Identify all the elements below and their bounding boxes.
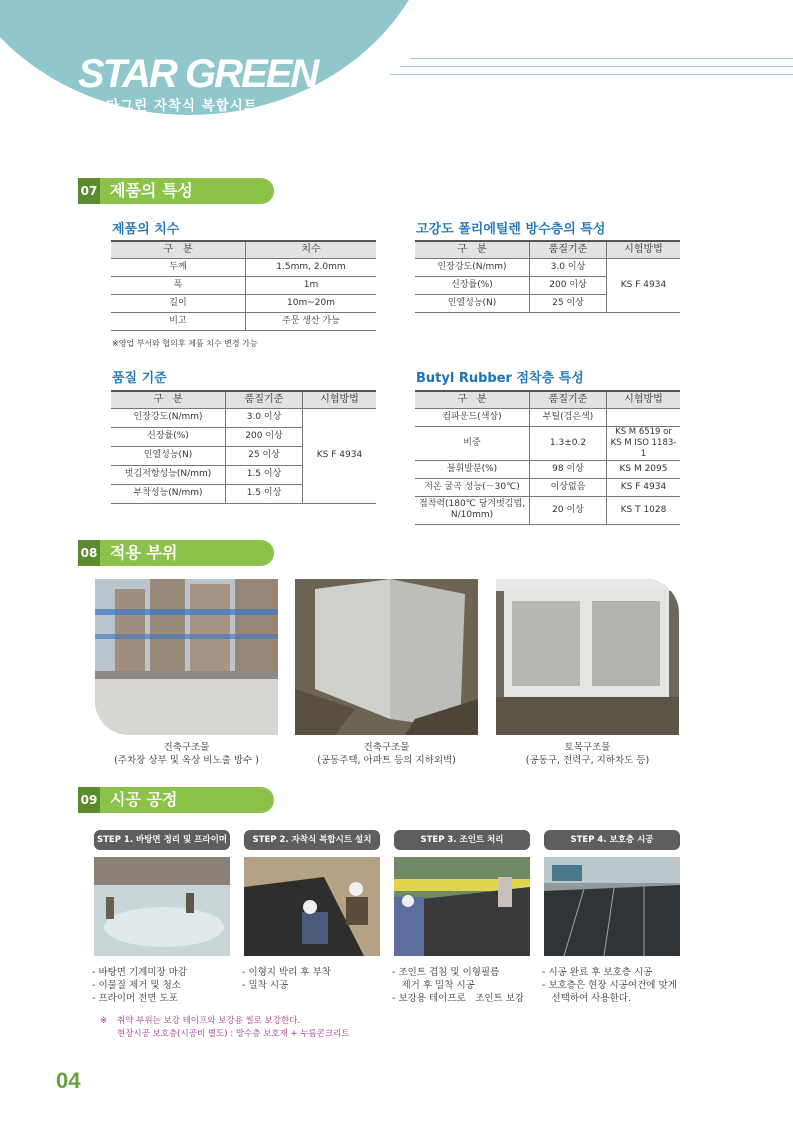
butyl-table xyxy=(415,390,680,525)
table-cell: 주문 생산 가능 xyxy=(246,312,377,330)
note-mark: ※ xyxy=(100,1016,108,1026)
table-cell: 부틸(검은색) xyxy=(530,408,607,426)
table-cell: 1.5mm, 2.0mm xyxy=(246,258,377,276)
step-3-list xyxy=(392,966,524,1005)
list-item: 선택하여 사용한다. xyxy=(542,993,631,1004)
table-cell: 신장률(%) xyxy=(415,276,530,294)
table-cell: 비중 xyxy=(415,426,530,460)
table-cell: 신장률(%) xyxy=(111,427,226,446)
table-cell: 10m~20m xyxy=(246,294,377,312)
table-cell: 부착성능(N/mm) xyxy=(111,484,226,503)
dimensions-note: ※영업 부서와 협의후 제품 치수 변경 가능 xyxy=(112,339,258,348)
caption-parking-roof xyxy=(85,741,288,767)
brand-subtitle: 스타그린 자착식 복합시트 xyxy=(92,98,258,114)
table-header: 시험방법 xyxy=(607,241,681,258)
photo-utility-tunnel xyxy=(496,579,679,735)
list-item: - 이물질 제거 및 청소 xyxy=(92,980,181,991)
list-item: - 보호층은 현장 시공여건에 맞게 xyxy=(542,980,677,991)
section-number: 07 xyxy=(78,178,100,204)
caption-line: (공동주택, 아파트 등의 지하외벽) xyxy=(317,755,456,766)
table-cell: 길이 xyxy=(111,294,246,312)
step-4-label: STEP 4. 보호층 시공 xyxy=(544,830,680,850)
table-cell: 인열성능(N) xyxy=(415,294,530,312)
section-header-07 xyxy=(78,178,274,204)
table-cell: 벗김저항성능(N/mm) xyxy=(111,465,226,484)
table-cell: 1m xyxy=(246,276,377,294)
polyethylene-title: 고강도 폴리에틸렌 방수층의 특성 xyxy=(416,222,606,237)
section-header-08 xyxy=(78,540,274,566)
list-item: - 보강용 테이프로 조인트 보강 xyxy=(392,993,525,1004)
table-header: 품질기준 xyxy=(530,391,607,408)
table-cell: 200 이상 xyxy=(226,427,303,446)
caption-underground-wall xyxy=(285,741,488,767)
caption-line: (주차장 상부 및 옥상 비노출 방수 ) xyxy=(114,755,259,766)
table-cell: 저온 굴곡 성능(－30℃) xyxy=(415,478,530,496)
table-cell: KS M 6519 or KS M ISO 1183-1 xyxy=(607,426,681,460)
quality-table xyxy=(111,390,376,504)
table-header: 구 분 xyxy=(111,391,226,408)
photo-underground-wall xyxy=(295,579,478,735)
table-header: 구 분 xyxy=(415,391,530,408)
table-header: 품질기준 xyxy=(226,391,303,408)
caption-line: 토목구조물 xyxy=(564,742,611,753)
table-header: 구 분 xyxy=(415,241,530,258)
section-number: 08 xyxy=(78,540,100,566)
list-item: - 시공 완료 후 보호층 시공 xyxy=(542,967,653,978)
construction-note-2: 현장시공 보호층(시공비 별도) : 방수층 보호재 + 누름콘크리트 xyxy=(117,1029,350,1039)
list-item: - 조인트 겹침 및 이형필름 xyxy=(392,967,500,978)
table-cell: 인열성능(N) xyxy=(111,446,226,465)
table-cell: 컴파운드(색상) xyxy=(415,408,530,426)
list-item: - 바탕면 기계미장 마감 xyxy=(92,967,188,978)
step-1-photo xyxy=(94,857,230,956)
table-cell: 인장강도(N/mm) xyxy=(415,258,530,276)
table-cell: 1.5 이상 xyxy=(226,484,303,503)
table-header: 치수 xyxy=(246,241,377,258)
table-cell xyxy=(607,408,681,426)
caption-line: 건축구조물 xyxy=(363,742,410,753)
table-cell: 98 이상 xyxy=(530,460,607,478)
table-cell: KS F 4934 xyxy=(303,408,377,503)
section-title: 제품의 특성 xyxy=(110,181,193,200)
table-cell: 3.0 이상 xyxy=(530,258,607,276)
step-4-list xyxy=(542,966,677,1005)
table-cell: 25 이상 xyxy=(226,446,303,465)
table-cell: KS F 4934 xyxy=(607,258,681,312)
table-cell: KS M 2095 xyxy=(607,460,681,478)
list-item: - 프라이머 전면 도포 xyxy=(92,993,178,1004)
table-cell: 3.0 이상 xyxy=(226,408,303,427)
brand-logo: STAR GREEN xyxy=(78,52,318,96)
header-line xyxy=(390,74,793,75)
table-header: 구 분 xyxy=(111,241,246,258)
table-cell: 폭 xyxy=(111,276,246,294)
table-cell: 두께 xyxy=(111,258,246,276)
page-number: 04 xyxy=(56,1068,81,1093)
caption-line: 건축구조물 xyxy=(163,742,210,753)
table-cell: 점착력(180℃ 당겨벗김법, N/10mm) xyxy=(415,496,530,524)
step-3-label: STEP 3. 조인트 처리 xyxy=(394,830,530,850)
table-cell: 25 이상 xyxy=(530,294,607,312)
step-2-list xyxy=(242,966,331,992)
header-line xyxy=(400,66,793,67)
table-cell: KS F 4934 xyxy=(607,478,681,496)
caption-line: (공동구, 전력구, 지하차도 등) xyxy=(525,755,650,766)
section-title: 시공 공정 xyxy=(110,790,178,809)
table-header: 시험방법 xyxy=(607,391,681,408)
section-title: 적용 부위 xyxy=(110,543,178,562)
table-cell: 1.5 이상 xyxy=(226,465,303,484)
polyethylene-table xyxy=(415,240,680,313)
list-item: - 밀착 시공 xyxy=(242,980,289,991)
quality-title: 품질 기준 xyxy=(112,371,167,386)
butyl-title: Butyl Rubber 점착층 특성 xyxy=(416,371,584,386)
step-1-label: STEP 1. 바탕면 정리 및 프라이머 xyxy=(94,830,230,850)
section-header-09 xyxy=(78,787,274,813)
photo-parking-roof xyxy=(95,579,278,735)
dimensions-table xyxy=(111,240,376,331)
table-cell: 불휘발분(%) xyxy=(415,460,530,478)
step-3-photo xyxy=(394,857,530,956)
table-cell: 비고 xyxy=(111,312,246,330)
step-1-list xyxy=(92,966,187,1005)
step-4-photo xyxy=(544,857,680,956)
construction-note-1: 취약 부위는 보강 테이프와 보강용 씰로 보강한다. xyxy=(117,1016,301,1026)
caption-utility-tunnel xyxy=(486,741,689,767)
table-cell: 200 이상 xyxy=(530,276,607,294)
table-cell: 인장강도(N/mm) xyxy=(111,408,226,427)
table-cell: KS T 1028 xyxy=(607,496,681,524)
list-item: 제거 후 밀착 시공 xyxy=(392,980,475,991)
table-header: 품질기준 xyxy=(530,241,607,258)
section-number: 09 xyxy=(78,787,100,813)
list-item: - 이형지 박리 후 부착 xyxy=(242,967,331,978)
table-cell: 20 이상 xyxy=(530,496,607,524)
table-cell: 이상없음 xyxy=(530,478,607,496)
table-cell: 1.3±0.2 xyxy=(530,426,607,460)
table-header: 시험방법 xyxy=(303,391,377,408)
step-2-label: STEP 2. 자착식 복합시트 설치 xyxy=(244,830,380,850)
step-2-photo xyxy=(244,857,380,956)
header-line xyxy=(410,58,793,59)
dimensions-title: 제품의 치수 xyxy=(112,222,180,237)
